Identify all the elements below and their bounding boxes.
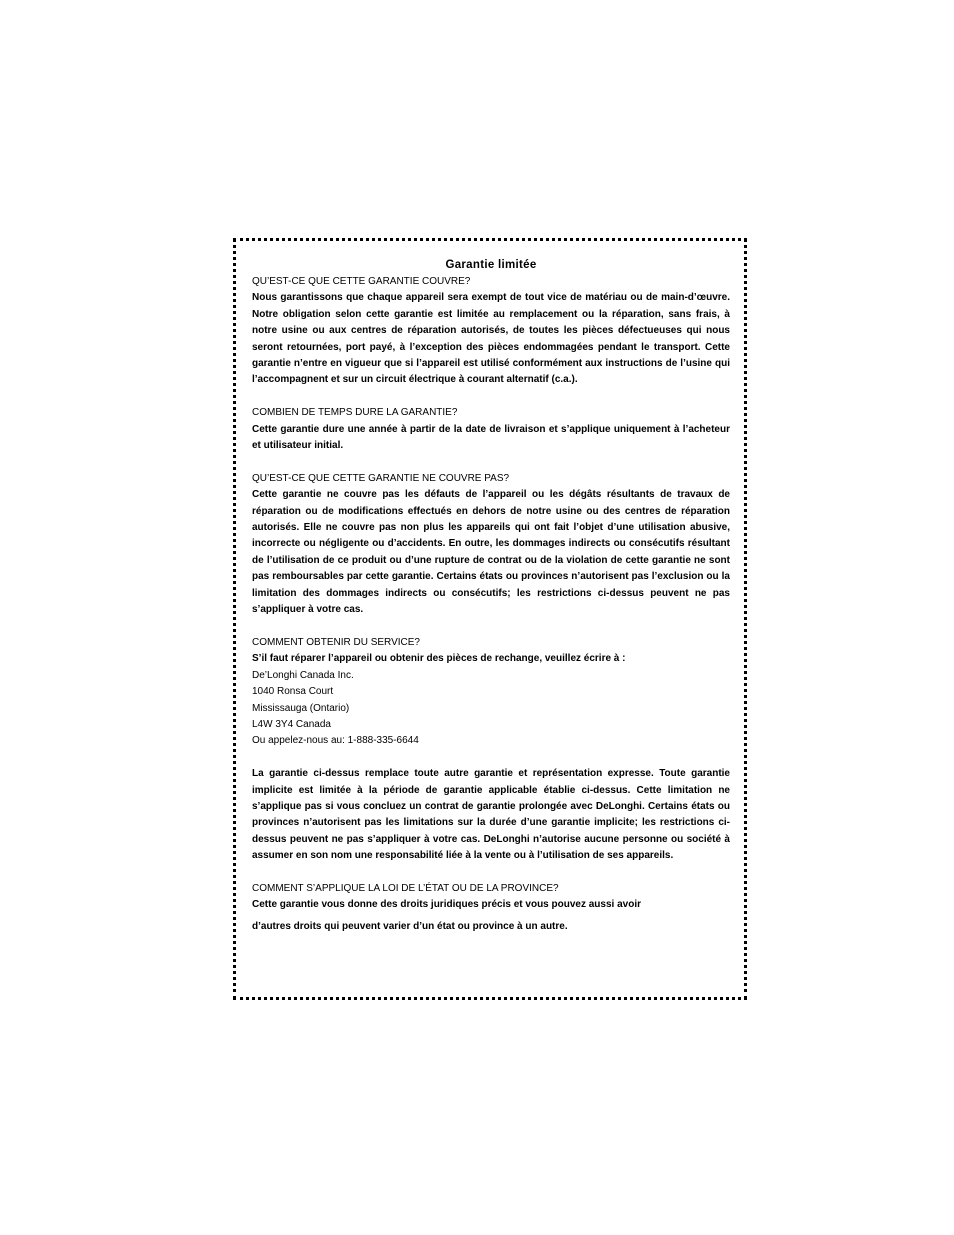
state-law-line-1: Cette garantie vous donne des droits juridiques précis et vous pouvez aussi avoir <box>252 899 641 911</box>
address-line-company: De’Longhi Canada Inc. <box>252 669 354 681</box>
replacement-statement: La garantie ci-dessus remplace toute autre garantie et représentation expresse. Toute garantie implicite est limitée à la période de garantie applicable établie ci-dessus. Cette limitation ne s’applique pas si vous concluez un contrat de garantie prolongée avec DeLonghi. Certains états ou provinces n’autorisent pas les limitations sur la durée d’une garantie implicite; les restrictions ci-dessus peuvent ne pas s’appliquer à votre cas. DeLonghi n’autorise aucune personne ou société à assumer en son nom une responsabilité liée à la vente ou à l’utilisation de ses appareils. <box>252 768 730 862</box>
answer-duration: Cette garantie dure une année à partir de la date de livraison et s’applique uniquement à l’acheteur et utilisateur initial. <box>252 423 730 452</box>
address-line-street: 1040 Ronsa Court <box>252 686 334 698</box>
answer-coverage: Nous garantissons que chaque appareil sera exempt de tout vice de matériau ou de main-d’œuvre. Notre obligation selon cette garantie est limitée au remplacement ou la réparation, sans frais, à notre usine ou aux centres de réparation autorisés, de toutes les pièces défectueuses qui nous seront retournées, port payé, à l’exception des pièces endommagées pendant le transport. Cette garantie n’entre en vigueur que si l’appareil est utilisé conformément aux instructions de l’usine qui l’accompagnent et sur un circuit électrique à courant alternatif (c.a.). <box>252 292 730 386</box>
service-intro: S’il faut réparer l’appareil ou obtenir des pièces de rechange, veuillez écrire à : <box>252 653 626 665</box>
address-line-postal: L4W 3Y4 Canada <box>252 718 331 730</box>
question-service: COMMENT OBTENIR DU SERVICE? <box>252 636 420 648</box>
state-law-line-2: d’autres droits qui peuvent varier d’un état ou province à un autre. <box>252 920 568 932</box>
address-line-phone: Ou appelez-nous au: 1-888-335-6644 <box>252 735 419 747</box>
warranty-content <box>252 256 730 935</box>
question-coverage: QU’EST-CE QUE CETTE GARANTIE COUVRE? <box>252 276 471 287</box>
question-state-law: COMMENT S’APPLIQUE LA LOI DE L’ÉTAT OU DE LA PROVINCE? <box>252 882 559 894</box>
question-exclusions: QU’EST-CE QUE CETTE GARANTIE NE COUVRE PAS? <box>252 472 510 484</box>
address-line-city: Mississauga (Ontario) <box>252 702 350 714</box>
answer-exclusions: Cette garantie ne couvre pas les défauts de l’appareil ou les dégâts résultants de travaux de réparation ou de modifications effectués en dehors de notre usine ou des centres de réparation autorisés. Elle ne couvre pas non plus les appareils qui ont fait l’objet d’une utilisation abusive, incorrecte ou négligente ou d’accidents. En outre, les dommages indirects ou consécutifs résultant de l’utilisation de ce produit ou d’une rupture de contrat ou de la violation de cette garantie ne sont pas remboursables par cette garantie. Certains états ou provinces n’autorisent pas l’exclusion ou la limitation des dommages indirects ou consécutifs; les restrictions ci-dessus peuvent ne pas s’appliquer à votre cas. <box>252 489 730 616</box>
question-duration: COMBIEN DE TEMPS DURE LA GARANTIE? <box>252 407 458 419</box>
page-title: Garantie limitée <box>445 259 537 271</box>
